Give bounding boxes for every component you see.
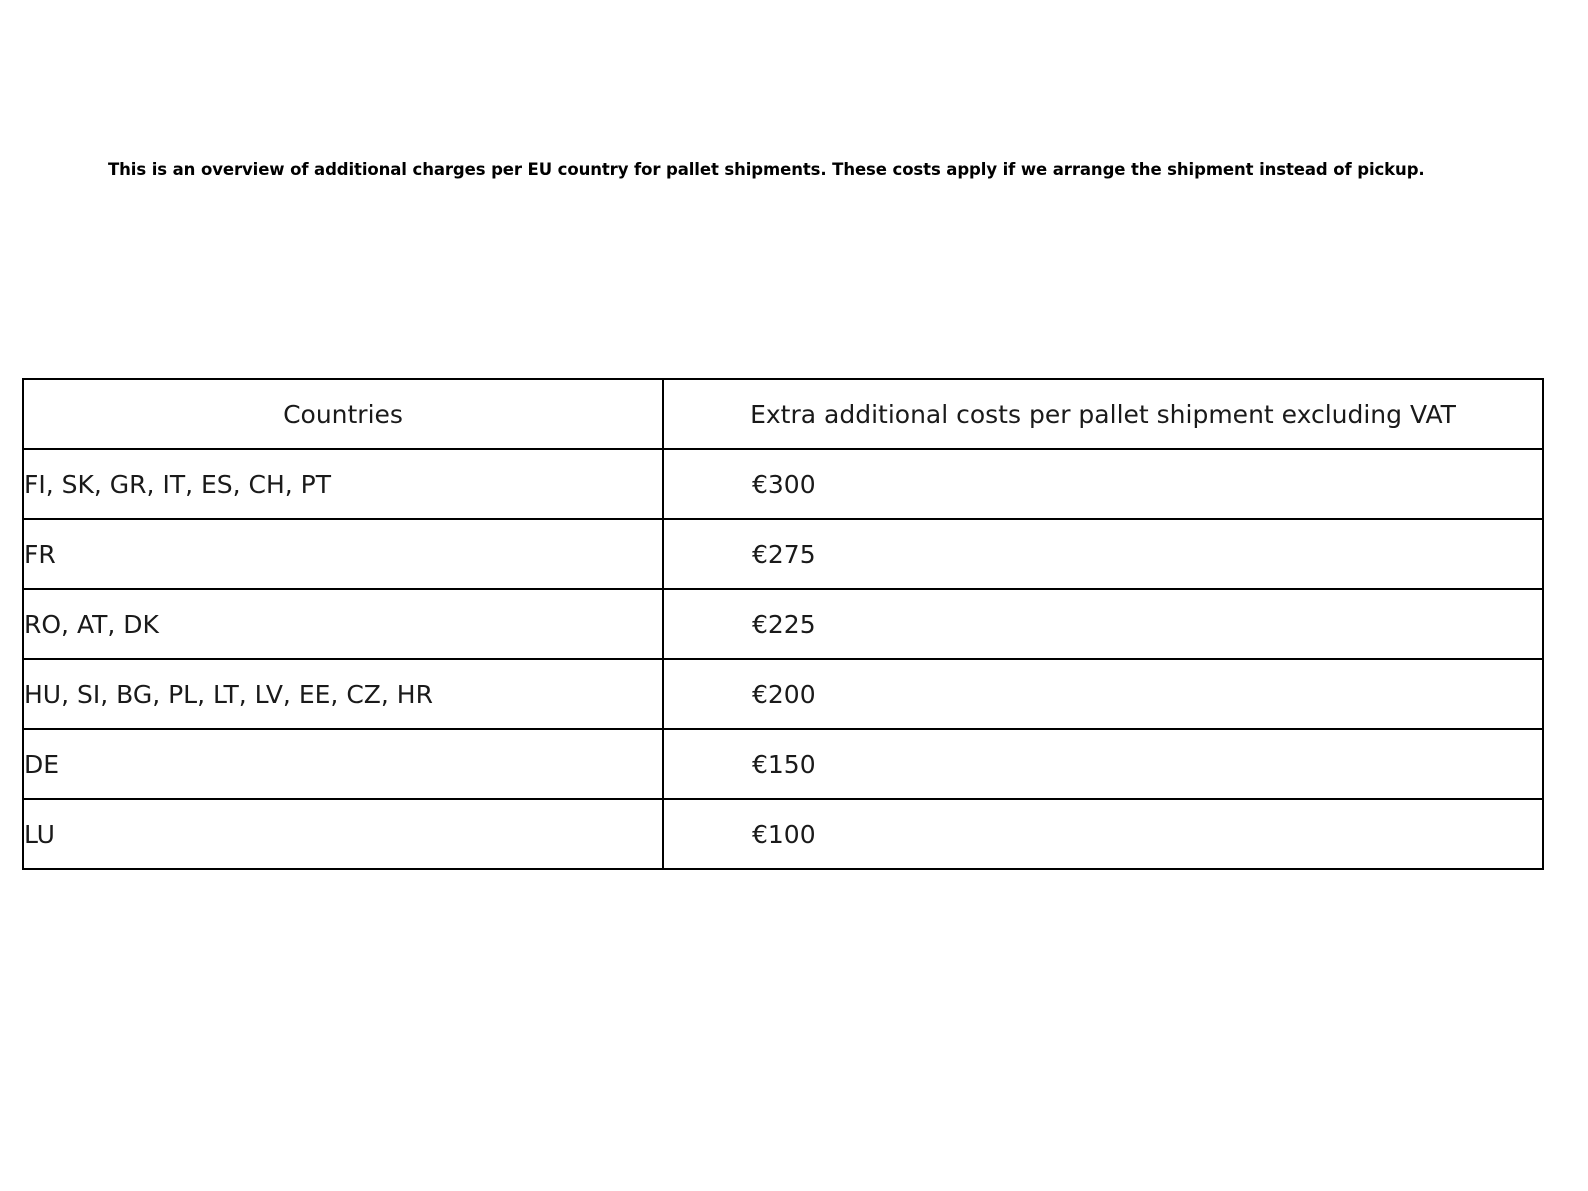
table-row [23,659,1543,729]
cell-cost: €200 [663,659,1543,729]
table-row [23,729,1543,799]
cell-cost: €275 [663,519,1543,589]
cell-countries: LU [23,799,663,869]
cell-countries: FR [23,519,663,589]
charges-table [22,378,1544,870]
column-header-costs: Extra additional costs per pallet shipment excluding VAT [663,379,1543,449]
cell-countries: FI, SK, GR, IT, ES, CH, PT [23,449,663,519]
table-row [23,589,1543,659]
column-header-countries: Countries [23,379,663,449]
cell-countries: HU, SI, BG, PL, LT, LV, EE, CZ, HR [23,659,663,729]
cell-countries: DE [23,729,663,799]
cell-countries: RO, AT, DK [23,589,663,659]
charges-table-container [22,378,1542,870]
table-row [23,799,1543,869]
cell-cost: €100 [663,799,1543,869]
table-row [23,449,1543,519]
intro-paragraph: This is an overview of additional charges per EU country for pallet shipments. These costs apply if we arrange the shipment instead of pickup. [108,160,1425,179]
cell-cost: €300 [663,449,1543,519]
table-row [23,519,1543,589]
cell-cost: €150 [663,729,1543,799]
table-header-row [23,379,1543,449]
cell-cost: €225 [663,589,1543,659]
